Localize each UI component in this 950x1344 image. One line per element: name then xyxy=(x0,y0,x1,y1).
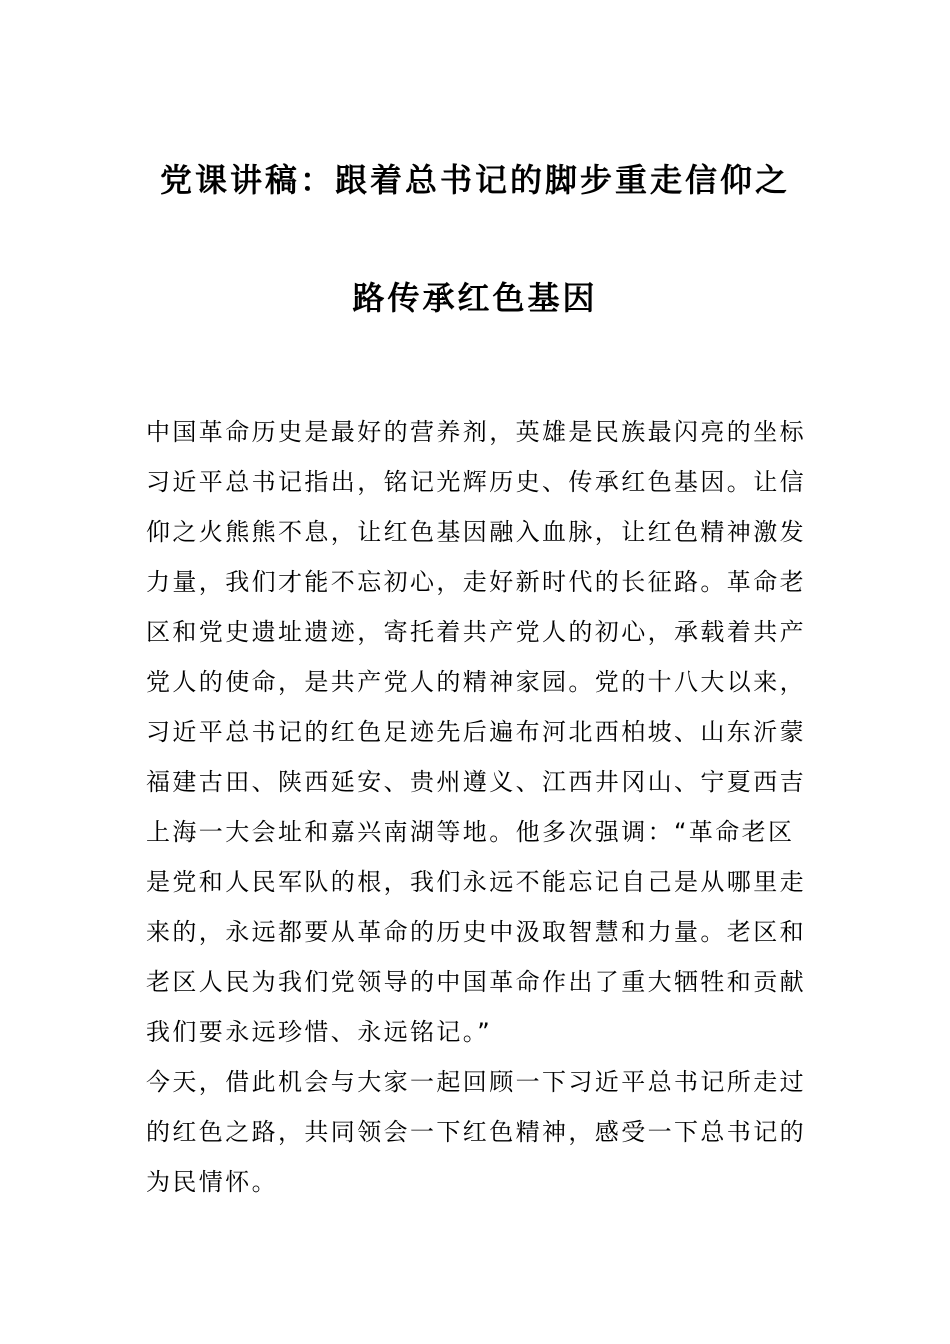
body-line: 力量，我们才能不忘初心，走好新时代的长征路。革命老 xyxy=(146,568,806,596)
body-line: 仰之火熊熊不息，让红色基因融入血脉，让红色精神激发 xyxy=(146,518,806,546)
body-line: 我们要永远珍惜、永远铭记。” xyxy=(146,1018,493,1046)
body-line: 中国革命历史是最好的营养剂，英雄是民族最闪亮的坐标 xyxy=(146,418,806,446)
body-line: 习近平总书记指出，铭记光辉历史、传承红色基因。让信 xyxy=(146,468,806,496)
body-line: 上海一大会址和嘉兴南湖等地。他多次强调：“革命老区 xyxy=(146,818,795,846)
body-line: 为民情怀。 xyxy=(146,1168,278,1196)
body-line: 习近平总书记的红色足迹先后遍布河北西柏坡、山东沂蒙 xyxy=(146,718,806,746)
body-line: 是党和人民军队的根，我们永远不能忘记自己是从哪里走 xyxy=(146,868,806,896)
body-line: 福建古田、陕西延安、贵州遵义、江西井冈山、宁夏西吉 xyxy=(146,768,806,796)
document-title-line-1: 党课讲稿：跟着总书记的脚步重走信仰之 xyxy=(159,161,790,199)
body-line: 今天，借此机会与大家一起回顾一下习近平总书记所走过 xyxy=(146,1068,806,1096)
body-line: 党人的使命，是共产党人的精神家园。党的十八大以来， xyxy=(146,668,806,696)
body-line: 区和党史遗址遗迹，寄托着共产党人的初心，承载着共产 xyxy=(146,618,806,646)
document-title-line-2: 路传承红色基因 xyxy=(352,279,598,317)
body-line: 老区人民为我们党领导的中国革命作出了重大牺牲和贡献 xyxy=(146,968,806,996)
body-line: 的红色之路，共同领会一下红色精神，感受一下总书记的 xyxy=(146,1118,806,1146)
body-line: 来的，永远都要从革命的历史中汲取智慧和力量。老区和 xyxy=(146,918,806,946)
document-body xyxy=(146,412,816,1212)
